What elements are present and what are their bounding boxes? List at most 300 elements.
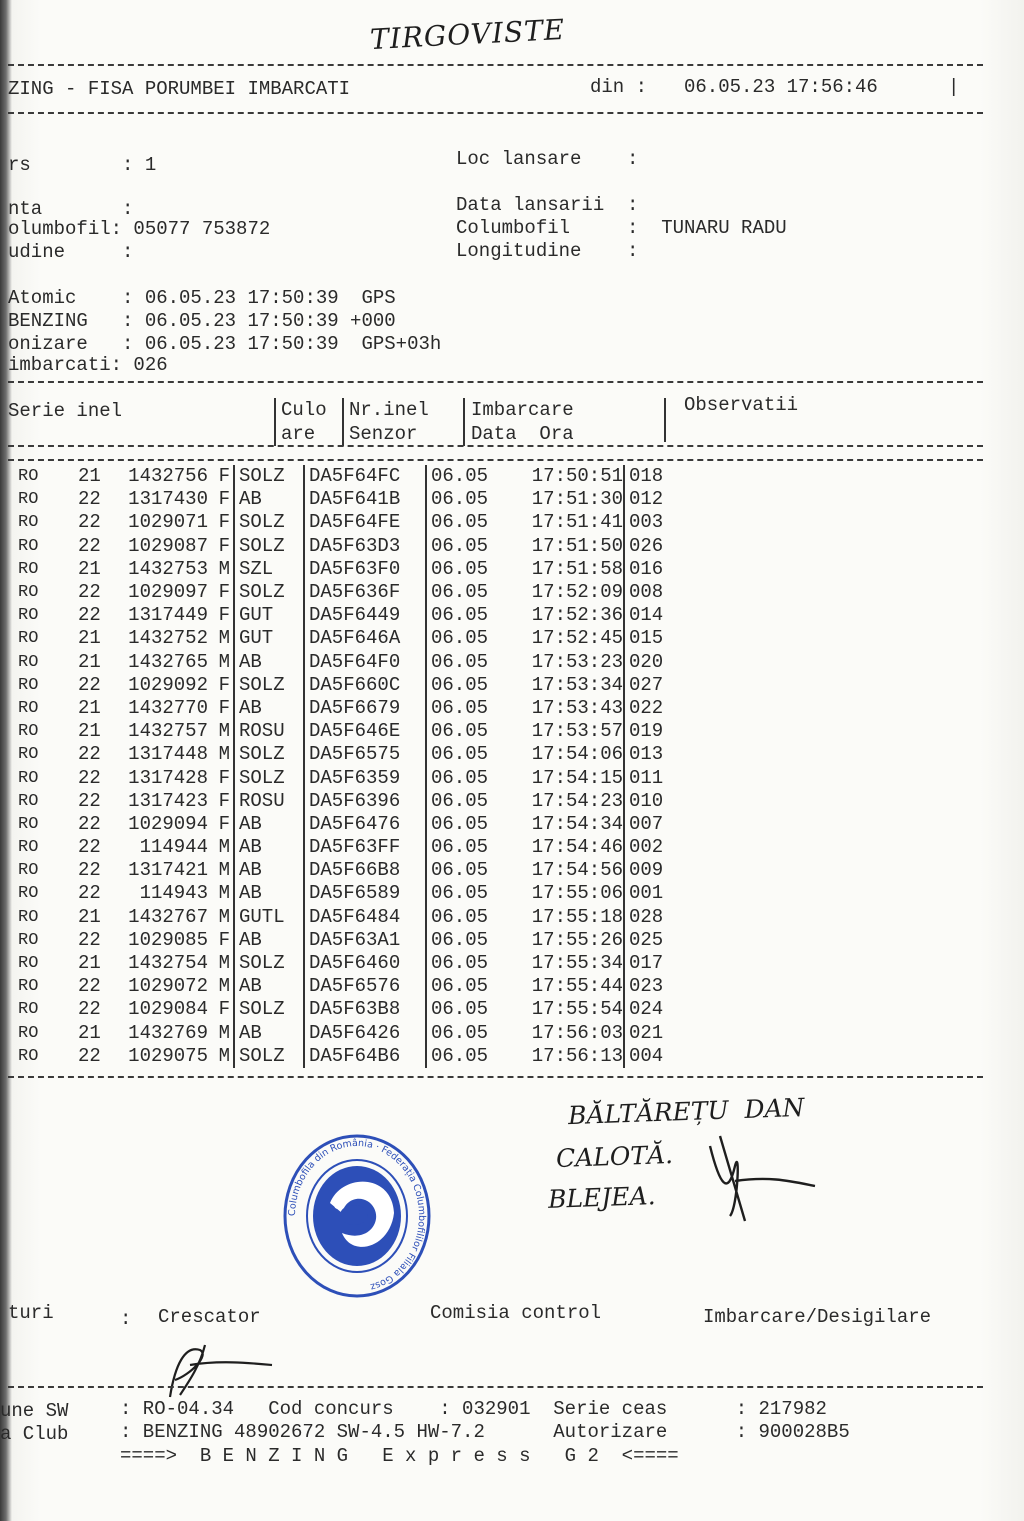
cell-ring-number: 1029087: [128, 534, 208, 557]
cell-sensor: DA5F646E: [304, 720, 426, 743]
col-nr-inel: Nr.inel: [349, 399, 429, 421]
cell-year: 21: [78, 557, 101, 580]
cell-sensor: DA5F6679: [304, 697, 426, 720]
cell-sensor: DA5F6426: [304, 1022, 426, 1045]
cell-sensor: DA5F6449: [304, 604, 426, 627]
cell-color: SOLZ: [234, 674, 304, 697]
cell-color: AB: [234, 813, 304, 836]
cell-year: 22: [78, 1044, 101, 1067]
cell-year: 22: [78, 581, 101, 604]
cell-color: ROSU: [234, 720, 304, 743]
cell-date: 06.05: [426, 998, 509, 1021]
cell-year: 22: [78, 998, 101, 1021]
cell-sensor: DA5F6484: [304, 906, 426, 929]
cell-date: 06.05: [426, 674, 509, 697]
cell-country: RO: [18, 606, 39, 626]
table-row: [14, 813, 689, 836]
cell-observation: 011: [624, 766, 689, 789]
cell-ring-number: 1317430: [128, 488, 208, 511]
cell-country: RO: [18, 954, 39, 974]
cell-sex: M: [218, 720, 230, 743]
divider-table-header: [8, 445, 983, 447]
cell-date: 06.05: [426, 488, 509, 511]
cell-ring-number: 1029075: [128, 1044, 208, 1067]
cell-sensor: DA5F6396: [304, 790, 426, 813]
cell-sex: F: [218, 673, 230, 696]
cell-sex: M: [218, 1044, 230, 1067]
cell-country: RO: [18, 698, 39, 718]
cell-ring-number: 1029097: [128, 581, 208, 604]
cell-time: 17:52:36: [531, 604, 623, 627]
cell-sensor: DA5F6460: [304, 952, 426, 975]
report-datetime: 06.05.23 17:56:46: [684, 76, 878, 98]
cell-time: 17:56:13: [531, 1044, 623, 1067]
table-row: [14, 535, 689, 558]
cell-year: 22: [78, 673, 101, 696]
cell-sensor: DA5F63FF: [304, 836, 426, 859]
table-row: [14, 720, 689, 743]
table-row: [14, 558, 689, 581]
cell-country: RO: [18, 907, 39, 927]
cell-country: RO: [18, 490, 39, 510]
cell-sex: F: [218, 534, 230, 557]
info-right-1: Loc lansare :: [456, 148, 639, 170]
cell-country: RO: [18, 652, 39, 672]
cell-country: RO: [18, 930, 39, 950]
cell-date: 06.05: [426, 836, 509, 859]
cell-date: 06.05: [426, 790, 509, 813]
cell-year: 22: [78, 743, 101, 766]
cell-sex: M: [218, 859, 230, 882]
cell-observation: 009: [624, 859, 689, 882]
cell-year: 22: [78, 975, 101, 998]
cell-observation: 028: [624, 906, 689, 929]
signature-scribble-2: [160, 1335, 280, 1405]
cell-year: 21: [78, 1021, 101, 1044]
cell-time: 17:54:34: [531, 812, 623, 835]
cell-sensor: DA5F646A: [304, 627, 426, 650]
cell-country: RO: [18, 629, 39, 649]
cell-country: RO: [18, 745, 39, 765]
footer-line-2: : BENZING 48902672 SW-4.5 HW-7.2 Autorizare : 900028B5: [120, 1421, 850, 1443]
imbarcati-count: imbarcati: 026: [8, 354, 168, 376]
cell-color: AB: [234, 488, 304, 511]
cell-observation: 001: [624, 882, 689, 905]
cell-observation: 016: [624, 558, 689, 581]
cell-country: RO: [18, 1046, 39, 1066]
cell-sex: M: [218, 952, 230, 975]
cell-time: 17:55:26: [531, 928, 623, 951]
cell-date: 06.05: [426, 813, 509, 836]
col-imbarcare: Imbarcare: [471, 399, 574, 421]
cell-observation: 010: [624, 790, 689, 813]
cell-ring-number: 1317449: [128, 604, 208, 627]
cell-sensor: DA5F64F0: [304, 651, 426, 674]
divider-footer: [8, 1386, 983, 1388]
cell-color: SZL: [234, 558, 304, 581]
cell-color: SOLZ: [234, 998, 304, 1021]
cell-country: RO: [18, 513, 39, 533]
cell-country: RO: [18, 838, 39, 858]
cell-ring-number: 1317421: [128, 859, 208, 882]
info-left-2: nta :: [8, 198, 134, 220]
cell-date: 06.05: [426, 1022, 509, 1045]
cell-date: 06.05: [426, 975, 509, 998]
table-row: [14, 882, 689, 905]
cell-time: 17:51:41: [531, 511, 623, 534]
cell-color: GUTL: [234, 906, 304, 929]
col-culoare-2: are: [281, 423, 316, 445]
cell-sex: F: [218, 465, 230, 488]
cell-ring-number: 1432754: [128, 952, 208, 975]
cell-country: RO: [18, 768, 39, 788]
cell-date: 06.05: [426, 465, 509, 488]
footer-label-1: une SW: [0, 1400, 69, 1422]
pigeon-table: [14, 465, 689, 1068]
cell-sex: M: [218, 882, 230, 905]
cell-ring-number: 1432753: [128, 557, 208, 580]
cell-color: ROSU: [234, 790, 304, 813]
cell-color: AB: [234, 697, 304, 720]
cell-time: 17:54:06: [531, 743, 623, 766]
cell-date: 06.05: [426, 929, 509, 952]
cell-time: 17:51:30: [531, 488, 623, 511]
cell-year: 22: [78, 511, 101, 534]
cell-sex: M: [218, 905, 230, 928]
cell-observation: 012: [624, 488, 689, 511]
cell-time: 17:55:06: [531, 882, 623, 905]
cell-color: GUT: [234, 604, 304, 627]
table-row: [14, 766, 689, 789]
cell-ring-number: 1432757: [128, 720, 208, 743]
info-right-2: Data lansarii :: [456, 194, 639, 216]
cell-ring-number: 1432770: [128, 696, 208, 719]
cell-time: 17:53:34: [531, 673, 623, 696]
cell-sensor: DA5F6575: [304, 743, 426, 766]
cell-date: 06.05: [426, 720, 509, 743]
table-row: [14, 604, 689, 627]
cell-country: RO: [18, 536, 39, 556]
cell-time: 17:51:50: [531, 534, 623, 557]
col-observatii: Observatii: [684, 394, 799, 416]
cell-time: 17:53:43: [531, 696, 623, 719]
cell-year: 21: [78, 905, 101, 928]
col-serie-inel: Serie inel: [8, 400, 123, 422]
cell-date: 06.05: [426, 558, 509, 581]
cell-color: AB: [234, 836, 304, 859]
cell-time: 17:52:09: [531, 581, 623, 604]
cell-ring-number: 1317423: [128, 789, 208, 812]
divider-top: [8, 64, 983, 66]
title-end-mark: |: [948, 76, 960, 98]
cell-sensor: DA5F63B8: [304, 998, 426, 1021]
table-row: [14, 465, 689, 488]
cell-sensor: DA5F64B6: [304, 1045, 426, 1068]
clock-benzing: BENZING : 06.05.23 17:50:39 +000: [8, 310, 396, 332]
cell-date: 06.05: [426, 651, 509, 674]
cell-ring-number: 1029072: [128, 975, 208, 998]
cell-time: 17:55:34: [531, 952, 623, 975]
col-data-ora: Data Ora: [471, 423, 574, 445]
cell-year: 22: [78, 882, 101, 905]
cell-sex: M: [218, 557, 230, 580]
footer-line-3: ====> B E N Z I N G E x p r e s s G 2 <====: [120, 1445, 679, 1467]
cell-sex: M: [218, 836, 230, 859]
table-row: [14, 906, 689, 929]
cell-date: 06.05: [426, 743, 509, 766]
table-row: [14, 998, 689, 1021]
din-label: din :: [590, 76, 648, 98]
cell-color: GUT: [234, 627, 304, 650]
clock-sincronizare: onizare : 06.05.23 17:50:39 GPS+03h: [8, 333, 442, 355]
cell-sex: F: [218, 604, 230, 627]
cell-ring-number: 1029085: [128, 928, 208, 951]
cell-observation: 004: [624, 1045, 689, 1068]
cell-date: 06.05: [426, 604, 509, 627]
signature-comisia: Comisia control: [430, 1302, 602, 1324]
cell-country: RO: [18, 583, 39, 603]
handwritten-name-2: CALOTĂ.: [555, 1139, 674, 1174]
table-row: [14, 511, 689, 534]
handwritten-name-1: BĂLTĂREȚU DAN: [567, 1092, 805, 1131]
cell-sex: M: [218, 627, 230, 650]
table-row: [14, 929, 689, 952]
cell-observation: 003: [624, 511, 689, 534]
cell-observation: 022: [624, 697, 689, 720]
cell-country: RO: [18, 467, 39, 487]
cell-color: AB: [234, 651, 304, 674]
cell-year: 21: [78, 720, 101, 743]
cell-date: 06.05: [426, 766, 509, 789]
cell-country: RO: [18, 1023, 39, 1043]
table-row: [14, 627, 689, 650]
header-sep-1: [274, 398, 276, 446]
cell-country: RO: [18, 791, 39, 811]
cell-time: 17:55:18: [531, 905, 623, 928]
cell-sensor: DA5F6589: [304, 882, 426, 905]
cell-observation: 013: [624, 743, 689, 766]
cell-ring-number: 1029092: [128, 673, 208, 696]
cell-observation: 002: [624, 836, 689, 859]
cell-sensor: DA5F641B: [304, 488, 426, 511]
cell-sex: M: [218, 743, 230, 766]
cell-date: 06.05: [426, 906, 509, 929]
cell-sex: M: [218, 975, 230, 998]
cell-color: SOLZ: [234, 465, 304, 488]
cell-time: 17:56:03: [531, 1021, 623, 1044]
cell-color: AB: [234, 975, 304, 998]
header-sep-4: [664, 398, 666, 442]
cell-sex: F: [218, 789, 230, 812]
divider-header: [8, 112, 983, 114]
cell-ring-number: 1029084: [128, 998, 208, 1021]
cell-sensor: DA5F63F0: [304, 558, 426, 581]
cell-sex: F: [218, 928, 230, 951]
info-left-3: olumbofil: 05077 753872: [8, 218, 271, 240]
cell-sensor: DA5F64FC: [304, 465, 426, 488]
cell-color: SOLZ: [234, 581, 304, 604]
cell-sensor: DA5F660C: [304, 674, 426, 697]
cell-country: RO: [18, 675, 39, 695]
cell-observation: 023: [624, 975, 689, 998]
table-row: [14, 1022, 689, 1045]
table-row: [14, 488, 689, 511]
cell-year: 21: [78, 627, 101, 650]
cell-color: AB: [234, 859, 304, 882]
cell-time: 17:52:45: [531, 627, 623, 650]
cell-ring-number: 1432752: [128, 627, 208, 650]
divider-table-top: [8, 381, 983, 383]
cell-time: 17:55:44: [531, 975, 623, 998]
cell-sex: F: [218, 581, 230, 604]
table-row: [14, 581, 689, 604]
cell-date: 06.05: [426, 859, 509, 882]
handwritten-location: TIRGOVISTE: [369, 12, 566, 57]
cell-observation: 027: [624, 674, 689, 697]
cell-date: 06.05: [426, 697, 509, 720]
cell-year: 21: [78, 465, 101, 488]
cell-time: 17:53:23: [531, 650, 623, 673]
cell-country: RO: [18, 814, 39, 834]
header-sep-3: [463, 398, 465, 446]
cell-time: 17:54:15: [531, 766, 623, 789]
handwritten-name-3: BLEJEA.: [547, 1181, 656, 1214]
cell-date: 06.05: [426, 535, 509, 558]
cell-observation: 015: [624, 627, 689, 650]
cell-observation: 017: [624, 952, 689, 975]
club-stamp: [282, 1133, 432, 1299]
cell-date: 06.05: [426, 581, 509, 604]
cell-observation: 008: [624, 581, 689, 604]
info-right-3: Columbofil : TUNARU RADU: [456, 217, 787, 239]
footer-line-1: : RO-04.34 Cod concurs : 032901 Serie ceas : 217982: [120, 1398, 827, 1420]
header-sep-2: [342, 398, 344, 446]
cell-sensor: DA5F636F: [304, 581, 426, 604]
cell-sensor: DA5F63A1: [304, 929, 426, 952]
cell-country: RO: [18, 861, 39, 881]
cell-observation: 007: [624, 813, 689, 836]
cell-time: 17:53:57: [531, 720, 623, 743]
signature-scribble-1: [690, 1126, 820, 1226]
col-senzor: Senzor: [349, 423, 418, 445]
cell-time: 17:54:46: [531, 836, 623, 859]
cell-date: 06.05: [426, 882, 509, 905]
cell-observation: 018: [624, 465, 689, 488]
cell-year: 21: [78, 696, 101, 719]
report-title: ZING - FISA PORUMBEI IMBARCATI: [8, 78, 351, 100]
table-row: [14, 651, 689, 674]
cell-time: 17:55:54: [531, 998, 623, 1021]
cell-sensor: DA5F6359: [304, 766, 426, 789]
cell-sex: F: [218, 998, 230, 1021]
info-right-4: Longitudine :: [456, 240, 639, 262]
cell-ring-number: 1317448: [128, 743, 208, 766]
cell-color: SOLZ: [234, 511, 304, 534]
cell-observation: 019: [624, 720, 689, 743]
cell-color: AB: [234, 882, 304, 905]
cell-year: 22: [78, 836, 101, 859]
cell-sensor: DA5F66B8: [304, 859, 426, 882]
cell-year: 22: [78, 534, 101, 557]
cell-ring-number: 1432765: [128, 650, 208, 673]
table-row: [14, 975, 689, 998]
cell-color: SOLZ: [234, 1045, 304, 1068]
cell-time: 17:51:58: [531, 557, 623, 580]
cell-color: SOLZ: [234, 743, 304, 766]
cell-date: 06.05: [426, 952, 509, 975]
cell-ring-number: 1317428: [128, 766, 208, 789]
cell-color: AB: [234, 929, 304, 952]
cell-observation: 025: [624, 929, 689, 952]
table-row: [14, 836, 689, 859]
cell-observation: 020: [624, 651, 689, 674]
cell-year: 22: [78, 812, 101, 835]
cell-time: 17:50:51: [531, 465, 623, 488]
cell-country: RO: [18, 722, 39, 742]
cell-sex: M: [218, 1021, 230, 1044]
cell-sex: F: [218, 766, 230, 789]
info-left-4: udine :: [8, 241, 134, 263]
divider-table-bottom: [8, 1076, 983, 1078]
table-row: [14, 743, 689, 766]
cell-observation: 024: [624, 998, 689, 1021]
cell-color: SOLZ: [234, 952, 304, 975]
table-row: [14, 859, 689, 882]
col-culoare-1: Culo: [281, 399, 327, 421]
cell-sensor: DA5F6476: [304, 813, 426, 836]
cell-country: RO: [18, 977, 39, 997]
cell-year: 22: [78, 789, 101, 812]
cell-sex: F: [218, 488, 230, 511]
cell-country: RO: [18, 559, 39, 579]
cell-ring-number: 1029071: [128, 511, 208, 534]
cell-year: 21: [78, 952, 101, 975]
cell-time: 17:54:56: [531, 859, 623, 882]
cell-color: SOLZ: [234, 766, 304, 789]
signature-crescator: Crescator: [158, 1306, 261, 1328]
cell-date: 06.05: [426, 1045, 509, 1068]
cell-country: RO: [18, 1000, 39, 1020]
table-row: [14, 674, 689, 697]
cell-ring-number: 1432756: [128, 465, 208, 488]
cell-sex: F: [218, 511, 230, 534]
cell-year: 22: [78, 488, 101, 511]
cell-sensor: DA5F64FE: [304, 511, 426, 534]
cell-observation: 021: [624, 1022, 689, 1045]
cell-year: 21: [78, 650, 101, 673]
footer-label-2: a Club: [0, 1423, 69, 1445]
cell-color: SOLZ: [234, 535, 304, 558]
cell-ring-number: 1029094: [128, 812, 208, 835]
cell-sex: M: [218, 650, 230, 673]
table-row: [14, 1045, 689, 1068]
table-row: [14, 790, 689, 813]
cell-date: 06.05: [426, 627, 509, 650]
table-row: [14, 952, 689, 975]
stamp-text: Columbofila din România · Federația Columbofililor Filiala Gosz: [286, 1137, 428, 1293]
clock-atomic: Atomic : 06.05.23 17:50:39 GPS: [8, 287, 396, 309]
cell-ring-number: 1432769: [128, 1021, 208, 1044]
cell-ring-number: 114943: [139, 882, 208, 905]
cell-color: AB: [234, 1022, 304, 1045]
cell-year: 22: [78, 928, 101, 951]
cell-year: 22: [78, 604, 101, 627]
cell-year: 22: [78, 766, 101, 789]
cell-year: 22: [78, 859, 101, 882]
cell-ring-number: 114944: [139, 836, 208, 859]
signatures-colon: :: [120, 1308, 132, 1330]
cell-observation: 014: [624, 604, 689, 627]
